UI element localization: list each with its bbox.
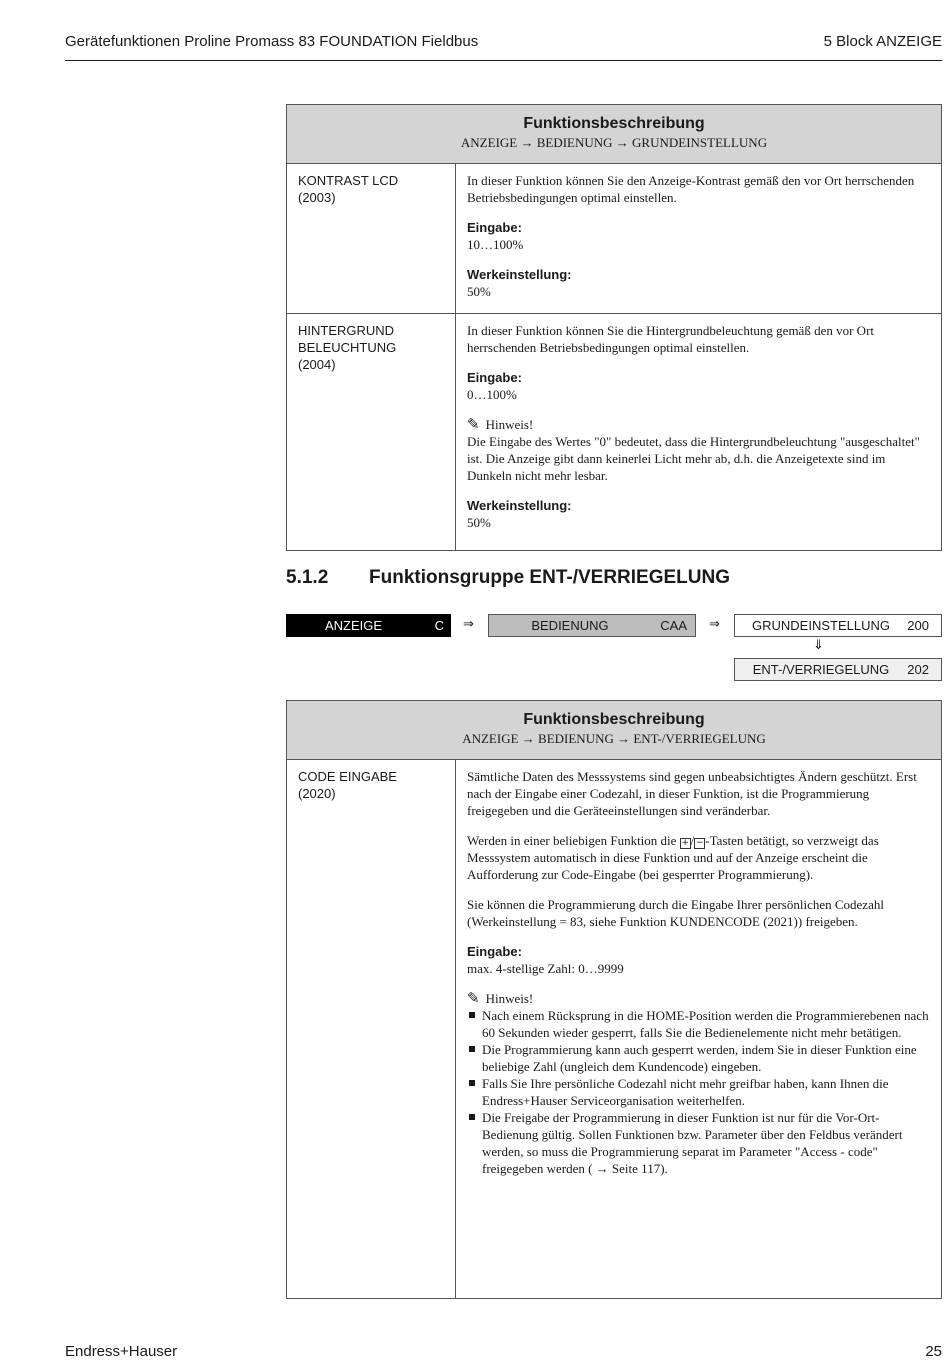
input-spec: Eingabe: 10…100% [467,220,524,252]
note-block: ✎ Hinweis! Die Eingabe des Wertes "0" bedeutet, dass die Hintergrundbeleuchtung "ausgeschaltet" ist. Die Anzeige gibt dann keinerlei Licht mehr ab, d.h. die Anzeigetexte sind im Dunkeln nicht mehr lesbar. [467,415,920,483]
description-text: Werden in einer beliebigen Funktion die + / − -Tasten betätigt, so verzweigt das Messsystem automatisch in diese Funktion und auf der Anzeige erscheint die Aufforderung zur Code-Eingabe (bei gesperrter Programmierung). [467,833,879,882]
input-spec: Eingabe: 0…100% [467,370,522,402]
arrow-right-icon: ⇒ [463,617,474,632]
note-block: ✎ Hinweis! Nach einem Rücksprung in die HOME-Position werden die Programmierebenen nach 60 Sekunden wieder gesperrt, falls Sie die Bedienelemente nicht mehr betätigen. Die Programmierung kann auch gesperrt werden, indem Sie in dieser Funktion eine beliebige Zahl (ungleich dem Kundencode) eingeben. Falls Sie Ihre persönliche Codezahl nicht mehr greifbar haben, kann Ihnen die Endress+Hauser Serviceorganisation weiterhelfen. Die Freigabe der Programmierung in dieser Funktion ist nur für die Vor-Ort-Bedienung gültig. Sollen Funktionen bzw. Parameter über den Feldbus verändert werden, so muss die Programmierung separat im Parameter "Access - code" freigegeben werden ( → Seite 117). [467,990,931,1177]
table-header [287,105,941,164]
table-header [287,701,941,760]
nav-box-ent-verriegelung: ENT-/VERRIEGELUNG 202 [734,658,942,681]
table-row-hintergrund-beleuchtung [287,314,941,550]
list-item: Die Freigabe der Programmierung in dieser Funktion ist nur für die Vor-Ort-Bedienung gültig. Sollen Funktionen bzw. Parameter über den Feldbus verändert werden, so muss die Programmierung separat im Parameter "Access - code" freigegeben werden ( → Seite 117). [467,1109,931,1177]
table-row-kontrast-lcd [287,164,941,314]
pencil-note-icon: ✎ [467,989,480,1007]
function-table-ent-verriegelung [286,700,942,1299]
minus-key-icon: − [696,838,704,848]
list-item: Die Programmierung kann auch gesperrt werden, indem Sie in dieser Funktion eine beliebige Zahl (ungleich dem Kundencode) eingeben. [467,1041,931,1075]
footer-brand: Endress+Hauser [65,1343,178,1360]
function-description [456,760,941,1298]
description-text: Sie können die Programmierung durch die Eingabe Ihrer persönlichen Codezahl (Werkeinstellung = 83, siehe Funktion KUNDENCODE (2021)) freigeben. [467,897,884,929]
default-spec: Werkeinstellung: 50% [467,498,572,530]
header-chapter: 5 Block ANZEIGE [823,33,942,50]
header-document-title: Gerätefunktionen Proline Promass 83 FOUNDATION Fieldbus [65,33,479,50]
input-spec: Eingabe: max. 4-stellige Zahl: 0…9999 [467,944,624,976]
table-title: Funktionsbeschreibung [523,115,705,132]
function-description [456,314,941,550]
list-item: Nach einem Rücksprung in die HOME-Position werden die Programmierebenen nach 60 Sekunden wieder gesperrt, falls Sie die Bedienelemente nicht mehr betätigen. [467,1007,931,1041]
function-name: CODE EINGABE (2020) [287,760,456,1298]
section-number: 5.1.2 [286,567,329,588]
page-number: 25 [925,1343,942,1360]
description-text: In dieser Funktion können Sie den Anzeige-Kontrast gemäß den vor Ort herrschenden Betriebsbedingungen optimal einstellen. [467,173,915,205]
note-bullet-list [467,1007,931,1177]
pencil-note-icon: ✎ [467,415,480,433]
list-item: Falls Sie Ihre persönliche Codezahl nicht mehr greifbar haben, kann Ihnen die Endress+Hauser Serviceorganisation weiterhelfen. [467,1075,931,1109]
plus-key-icon: + [681,838,689,848]
default-spec: Werkeinstellung: 50% [467,267,572,299]
nav-box-grundeinstellung: GRUNDEINSTELLUNG 200 [734,614,942,637]
page-footer [65,1343,942,1360]
table-row-code-eingabe [287,760,941,1298]
function-name: HINTERGRUND BELEUCHTUNG (2004) [287,314,456,550]
section-heading [286,567,730,589]
nav-box-bedienung: BEDIENUNG CAA [488,614,696,637]
function-description [456,164,941,313]
description-text: In dieser Funktion können Sie die Hintergrundbeleuchtung gemäß den vor Ort herrschenden Betriebsbedingungen optimal einstellen. [467,323,875,355]
table-path: ANZEIGE → BEDIENUNG → GRUNDEINSTELLUNG [460,135,768,150]
nav-box-anzeige: ANZEIGE C [286,614,451,637]
section-title: Funktionsgruppe ENT-/VERRIEGELUNG [369,567,731,588]
arrow-right-icon: ⇒ [709,617,720,632]
description-text: Sämtliche Daten des Messsystems sind gegen unbeabsichtigtes Ändern geschützt. Erst nach der Eingabe einer Codezahl, in dieser Funktion, ist die Programmierung freigegeben und die Geräteeinstellungen sind veränderbar. [467,769,917,818]
arrow-down-icon: ⇓ [813,638,824,653]
table-path: ANZEIGE → BEDIENUNG → ENT-/VERRIEGELUNG [462,731,766,746]
function-table-grundeinstellung [286,104,942,551]
function-name: KONTRAST LCD (2003) [287,164,456,313]
page-header [65,30,942,61]
table-title: Funktionsbeschreibung [523,711,705,728]
